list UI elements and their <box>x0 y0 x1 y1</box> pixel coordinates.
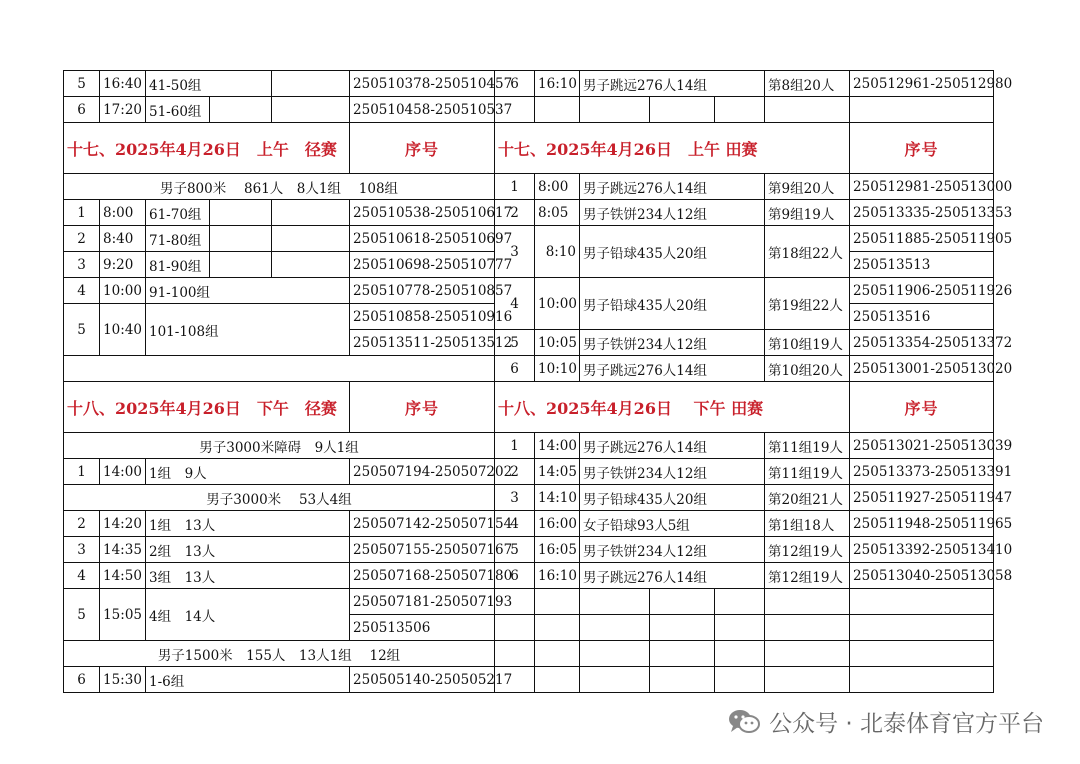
table-row <box>64 641 994 667</box>
footer-text: 公众号 · 北泰体育官方平台 <box>769 710 1044 737</box>
table-row: 250513506 <box>64 615 994 641</box>
table-row: 男子800米 861人 8人1组 108组 1 8:00 男子跳远276人14组 第9组20人 250512981-250513000 <box>64 174 994 200</box>
seq-header: 序号 <box>850 123 994 174</box>
table-row: 男子3000米 53人4组 3 14:10 男子铅球435人20组 第20组21人 250511927-250511947 <box>64 485 994 511</box>
section-17-header <box>64 123 994 174</box>
seq-header: 序号 <box>850 382 994 433</box>
table-row: 2 14:20 1组 13人 250507142-250507154 4 16:00 女子铅球93人5组 第1组18人 250511948-250511965 <box>64 511 994 537</box>
section-title: 十七、2025年4月26日 上午 径赛 <box>64 123 350 174</box>
event-title: 男子800米 861人 8人1组 108组 <box>64 174 495 200</box>
table-row: 250513511-250513512 5 10:05 男子铁饼234人12组 第10组19人 250513354-250513372 <box>64 330 994 356</box>
section-title: 十八、2025年4月26日 下午 径赛 <box>64 382 350 433</box>
table-row: 4 10:00 91-100组 250510778-250510857 4 10:00 男子铅球435人20组 第19组22人 250511906-250511926 <box>64 278 994 304</box>
schedule-table <box>63 70 1013 693</box>
wechat-icon <box>727 707 761 735</box>
table-row: 4 14:50 3组 13人 250507168-250507180 6 16:10 男子跳远276人14组 第12组19人 250513040-250513058 <box>64 563 994 589</box>
table-row: 5 10:40 101-108组 250510858-250510916 250513516 <box>64 304 994 330</box>
table-row: 6 15:30 1-6组 250505140-250505217 <box>64 667 994 693</box>
footer-watermark <box>727 693 1044 749</box>
table-row: 3 9:20 81-90组 250510698-250510777 250513513 <box>64 252 994 278</box>
table-row: 5 16:40 41-50组 250510378-250510457 6 16:10 男子跳远276人14组 第8组20人 250512961-250512980 <box>64 71 994 97</box>
table-row: 男子3000米障碍 9人1组 1 14:00 男子跳远276人14组 第11组19人 250513021-250513039 <box>64 433 994 459</box>
table-row: 1 14:00 1组 9人 250507194-250507202 2 14:05 男子铁饼234人12组 第11组19人 250513373-250513391 <box>64 459 994 485</box>
section-title: 十八、2025年4月26日 下午 田赛 <box>495 382 850 433</box>
section-title: 十七、2025年4月26日 上午 田赛 <box>495 123 850 174</box>
event-title: 男子1500米 155人 13人1组 12组 <box>64 641 495 667</box>
seq-header: 序号 <box>350 123 495 174</box>
event-title: 男子3000米 53人4组 <box>64 485 495 511</box>
section-18-header <box>64 382 994 433</box>
table-row: 1 8:00 61-70组 250510538-250510617 2 8:05 男子铁饼234人12组 第9组19人 250513335-250513353 <box>64 200 994 226</box>
seq-header: 序号 <box>350 382 495 433</box>
table-row: 5 15:05 4组 14人 250507181-250507193 <box>64 589 994 615</box>
table-row: 6 10:10 男子跳远276人14组 第10组20人 250513001-250513020 <box>64 356 994 382</box>
table-row: 2 8:40 71-80组 250510618-250510697 3 8:10 男子铅球435人20组 第18组22人 250511885-250511905 <box>64 226 994 252</box>
event-title: 男子3000米障碍 9人1组 <box>64 433 495 459</box>
table-row: 3 14:35 2组 13人 250507155-250507167 5 16:05 男子铁饼234人12组 第12组19人 250513392-250513410 <box>64 537 994 563</box>
table-row: 6 17:20 51-60组 250510458-250510537 <box>64 97 994 123</box>
